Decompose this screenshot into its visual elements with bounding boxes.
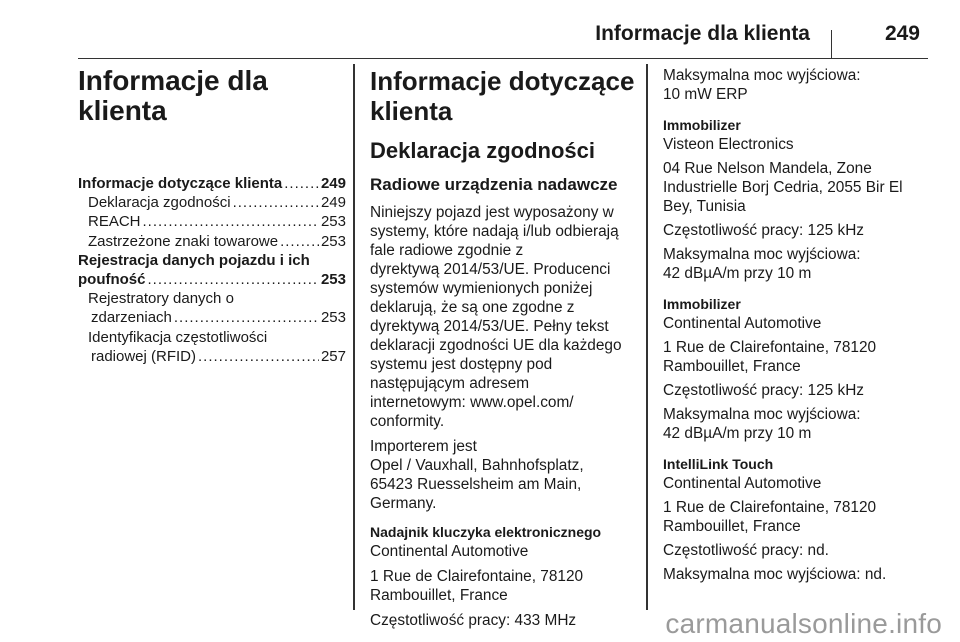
toc-entry[interactable]: Deklaracja zgodności ..... 249 — [78, 193, 346, 212]
toc-entry[interactable]: Zastrzeżone znaki towarowe ..... 253 — [78, 232, 346, 251]
toc-entry[interactable]: Rejestratory danych o zdarzeniach ..... 253 — [78, 289, 346, 327]
toc-entry[interactable]: Rejestracja danych pojazdu i ich poufność ..... 253 — [78, 251, 346, 289]
column-toc — [78, 60, 346, 366]
item-frequency: Częstotliwość pracy: 125 kHz — [663, 382, 865, 399]
page-header — [78, 0, 928, 59]
item-power: Maksymalna moc wyjściowa: 42 dBµA/m przy 10 m — [663, 246, 861, 282]
item-power: Maksymalna moc wyjściowa: nd. — [663, 566, 887, 583]
toc-entry[interactable]: REACH ..... 253 — [78, 212, 346, 231]
item-frequency: Częstotliwość pracy: 125 kHz — [663, 222, 865, 239]
item-address: 1 Rue de Clairefontaine, 78120 Rambouillet, France — [663, 499, 877, 535]
item-company: Continental Automotive — [370, 543, 529, 560]
item-title: Immobilizer — [663, 117, 741, 133]
item-address: 1 Rue de Clairefontaine, 78120 Rambouillet, France — [370, 568, 584, 604]
column-main — [370, 60, 636, 630]
subsection-title: Deklaracja zgodności — [370, 138, 595, 163]
item-power: Maksymalna moc wyjściowa: 42 dBµA/m przy 10 m — [663, 406, 861, 442]
section-title: Informacje dotyczące klienta — [370, 66, 635, 126]
header-title: Informacje dla klienta — [595, 22, 810, 45]
item-title: Nadajnik kluczyka elektronicznego — [370, 524, 602, 540]
item-address: 04 Rue Nelson Mandela, Zone Industrielle Borj Cedria, 2055 Bir El Bey, Tunisia — [663, 160, 903, 215]
item-title: Immobilizer — [663, 296, 741, 312]
importer-paragraph: Importerem jest Opel / Vauxhall, Bahnhofsplatz, 65423 Ruesselsheim am Main, Germany. — [370, 438, 584, 512]
item-company: Continental Automotive — [663, 315, 822, 332]
item-company: Continental Automotive — [663, 475, 822, 492]
toc-entry[interactable]: Identyfikacja częstotliwości radiowej (RFID) ..... 257 — [78, 328, 346, 366]
column-divider-1 — [353, 64, 355, 610]
item-address: 1 Rue de Clairefontaine, 78120 Rambouillet, France — [663, 339, 877, 375]
page-number: 249 — [884, 22, 920, 45]
table-of-contents — [78, 174, 346, 366]
item-power: Maksymalna moc wyjściowa: 10 mW ERP — [663, 67, 861, 103]
column-right — [663, 60, 933, 584]
item-company: Visteon Electronics — [663, 136, 794, 153]
sub-subsection-title: Radiowe urządzenia nadawcze — [370, 175, 618, 194]
item-frequency: Częstotliwość pracy: nd. — [663, 542, 829, 559]
header-separator — [831, 30, 833, 58]
column-divider-2 — [646, 64, 648, 610]
item-frequency: Częstotliwość pracy: 433 MHz — [370, 612, 577, 629]
watermark: carmanualsonline.info — [665, 608, 942, 639]
chapter-title: Informacje dla klienta — [78, 65, 268, 126]
item-title: IntelliLink Touch — [663, 456, 774, 472]
intro-paragraph: Niniejszy pojazd jest wyposażony w systemy, które nadają i/lub odbierają fale radiowe zgodnie z dyrektywą 2014/53/UE. Producenci systemów wymienionych poniżej deklarują, że są one zgodne z dyrektywą 2014/53/UE. Pełny tekst deklaracji zgodności UE dla każdego systemu jest dostępny pod następującym adresem internetowym: www.opel.com/ conformity. — [370, 204, 622, 430]
toc-entry[interactable]: Informacje dotyczące klienta ..... 249 — [78, 174, 346, 193]
